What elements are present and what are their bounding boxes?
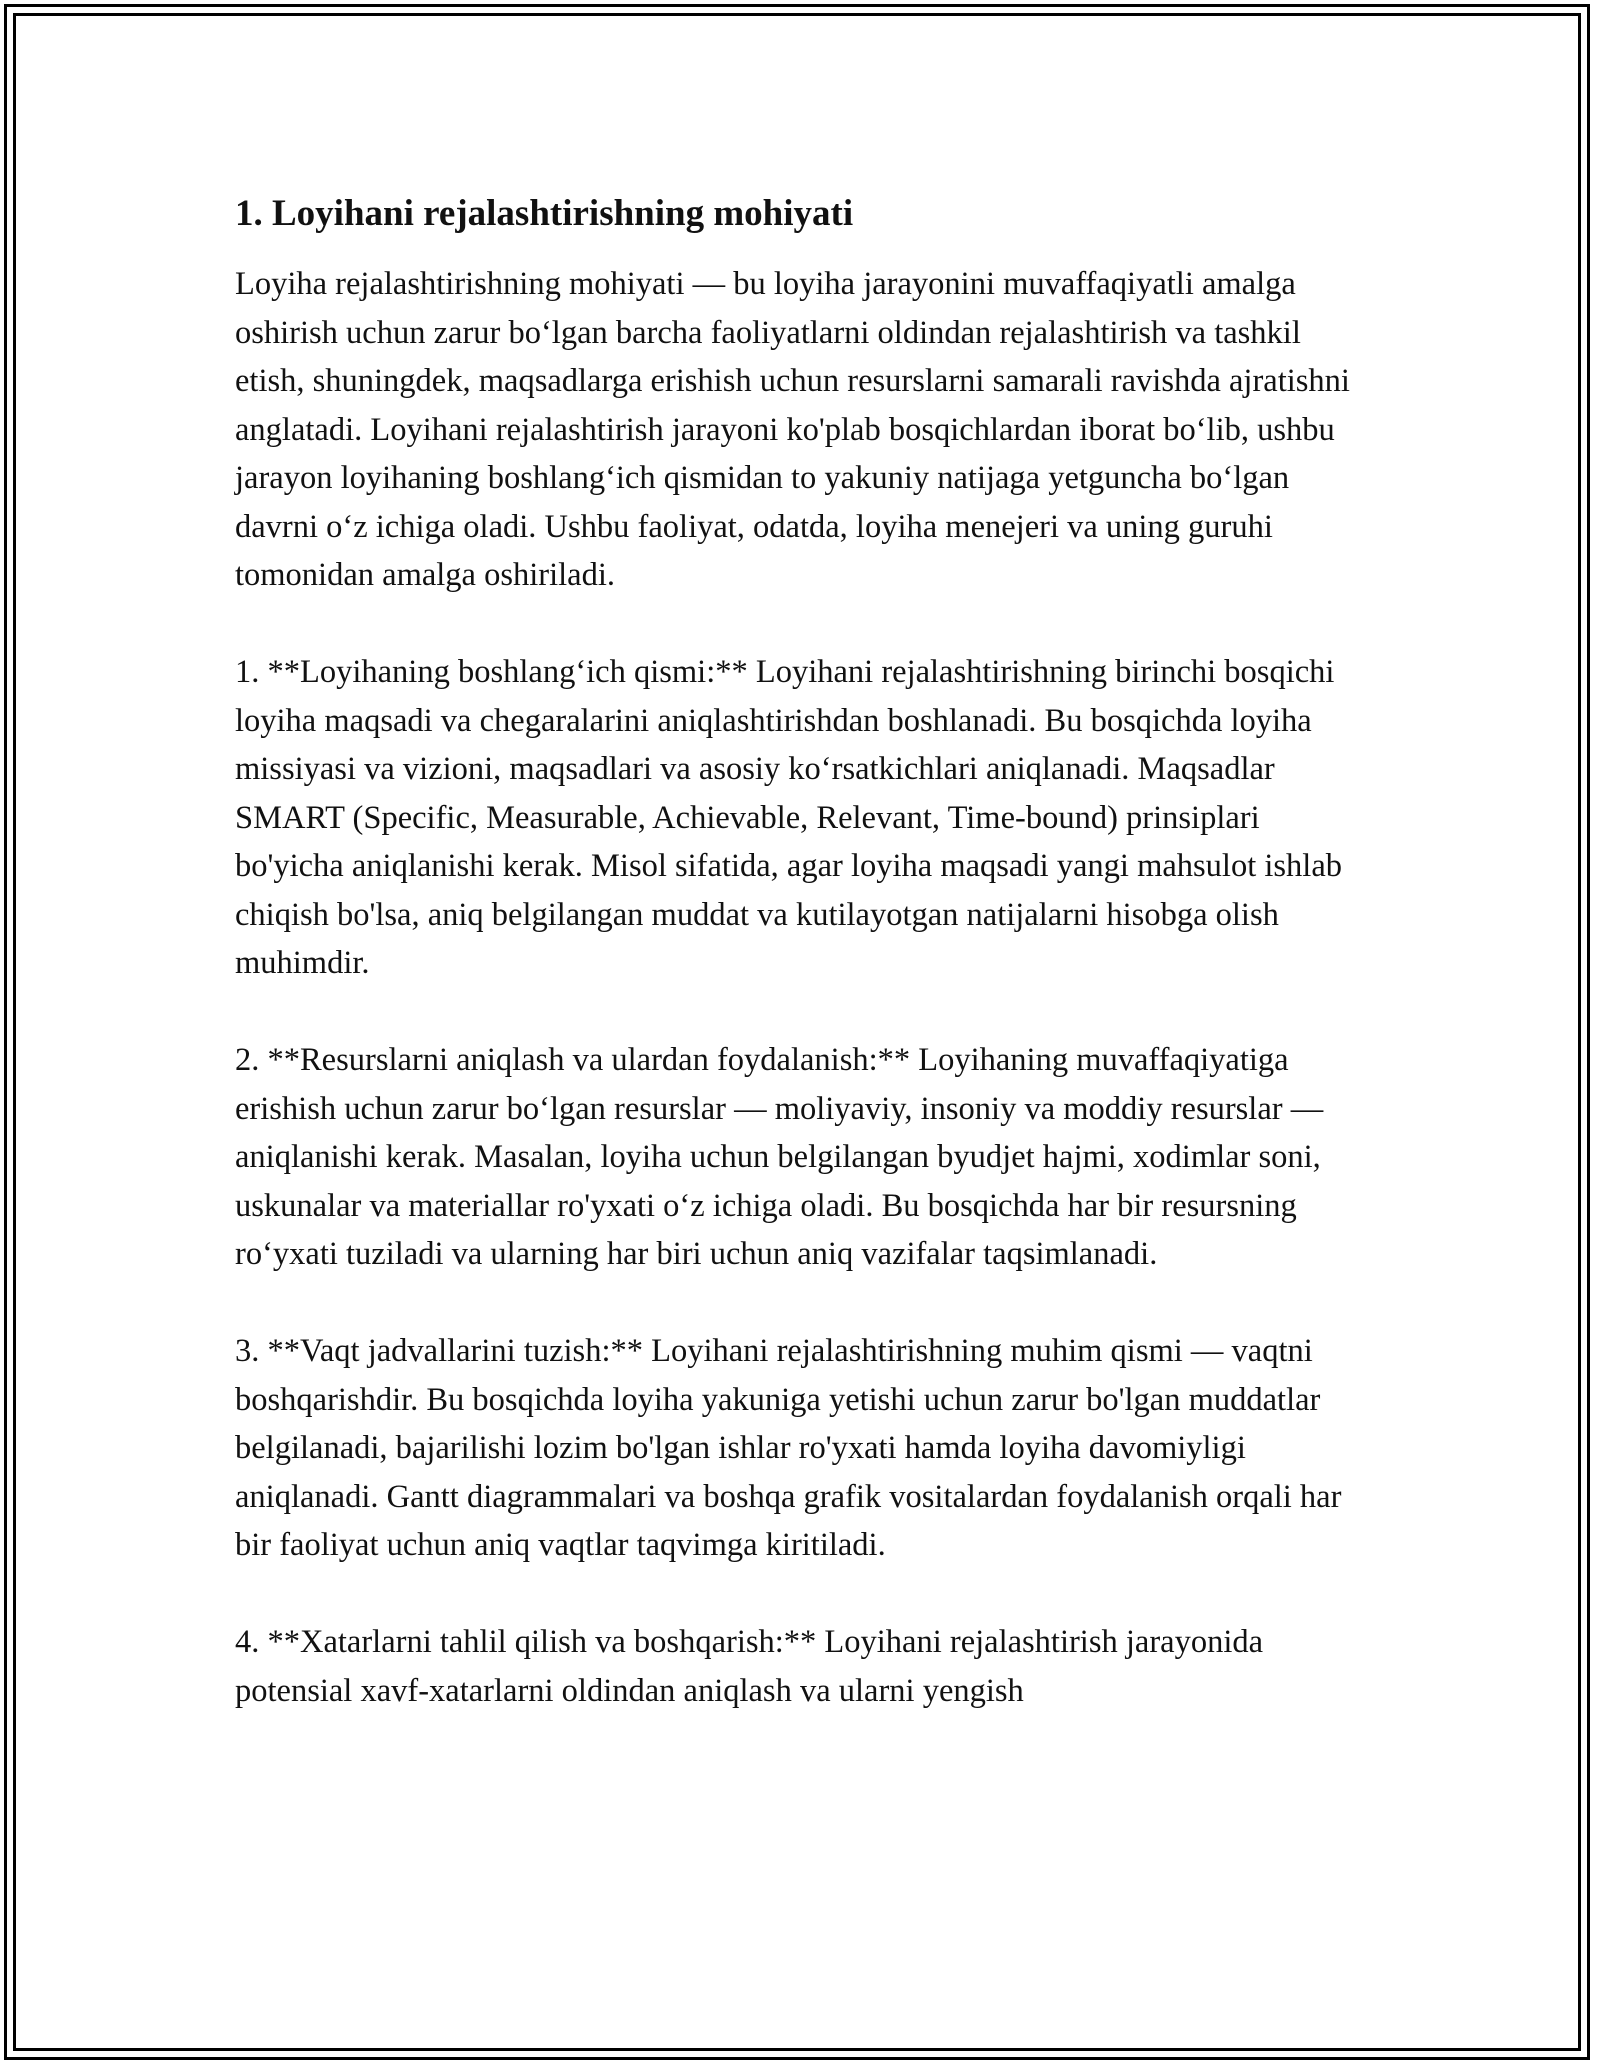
list-item-risks: 4. **Xatarlarni tahlil qilish va boshqarish:** Loyihani rejalashtirish jarayonida potensial xavf-xatarlarni oldindan aniqlash va ularni yengish — [235, 1624, 1264, 1709]
list-item-project-start: 1. **Loyihaning boshlang‘ich qismi:** Loyihani rejalashtirishning birinchi bosqichi loyiha maqsadi va chegaralarini aniqlashtirishdan boshlanadi. Bu bosqichda loyiha missiyasi va vizioni, maqsadlari va asosiy ko‘rsatkichlari aniqlanadi. Maqsadlar SMART (Specific, Measurable, Achievable, Relevant, Time-bound) prinsiplari bo'yicha aniqlanishi kerak. Misol sifatida, agar loyiha maqsadi yangi mahsulot ishlab chiqish bo'lsa, aniq belgilangan muddat va kutilayotgan natijalarni hisobga olish muhimdir. — [235, 654, 1342, 981]
list-item-resources: 2. **Resurslarni aniqlash va ulardan foydalanish:** Loyihaning muvaffaqiyatiga erishish uchun zarur bo‘lgan resurslar — moliyaviy, insoniy va moddiy resurslar — aniqlanishi kerak. Masalan, loyiha uchun belgilangan byudjet hajmi, xodimlar soni, uskunalar va materiallar ro'yxati o‘z ichiga oladi. Bu bosqichda har bir resursning ro‘yxati tuziladi va ularning har biri uchun aniq vazifalar taqsimlanadi. — [235, 1042, 1324, 1272]
document-body — [235, 188, 1375, 1764]
intro-paragraph: Loyiha rejalashtirishning mohiyati — bu loyiha jarayonini muvaffaqiyatli amalga oshirish uchun zarur bo‘lgan barcha faoliyatlarni oldindan rejalashtirish va tashkil etish, shuningdek, maqsadlarga erishish uchun resurslarni samarali ravishda ajratishni anglatadi. Loyihani rejalashtirish jarayoni ko'plab bosqichlardan iborat bo‘lib, ushbu jarayon loyihaning boshlang‘ich qismidan to yakuniy natijaga yetguncha bo‘lgan davrni o‘z ichiga oladi. Ushbu faoliyat, odatda, loyiha menejeri va uning guruhi tomonidan amalga oshiriladi. — [235, 266, 1350, 593]
section-heading: 1. Loyihani rejalashtirishning mohiyati — [235, 193, 854, 234]
list-item-schedule: 3. **Vaqt jadvallarini tuzish:** Loyihani rejalashtirishning muhim qismi — vaqtni boshqarishdir. Bu bosqichda loyiha yakuniga yetishi uchun zarur bo'lgan muddatlar belgilanadi, bajarilishi lozim bo'lgan ishlar ro'yxati hamda loyiha davomiyligi aniqlanadi. Gantt diagrammalari va boshqa grafik vositalardan foydalanish orqali har bir faoliyat uchun aniq vaqtlar taqvimga kiritiladi. — [235, 1333, 1342, 1563]
